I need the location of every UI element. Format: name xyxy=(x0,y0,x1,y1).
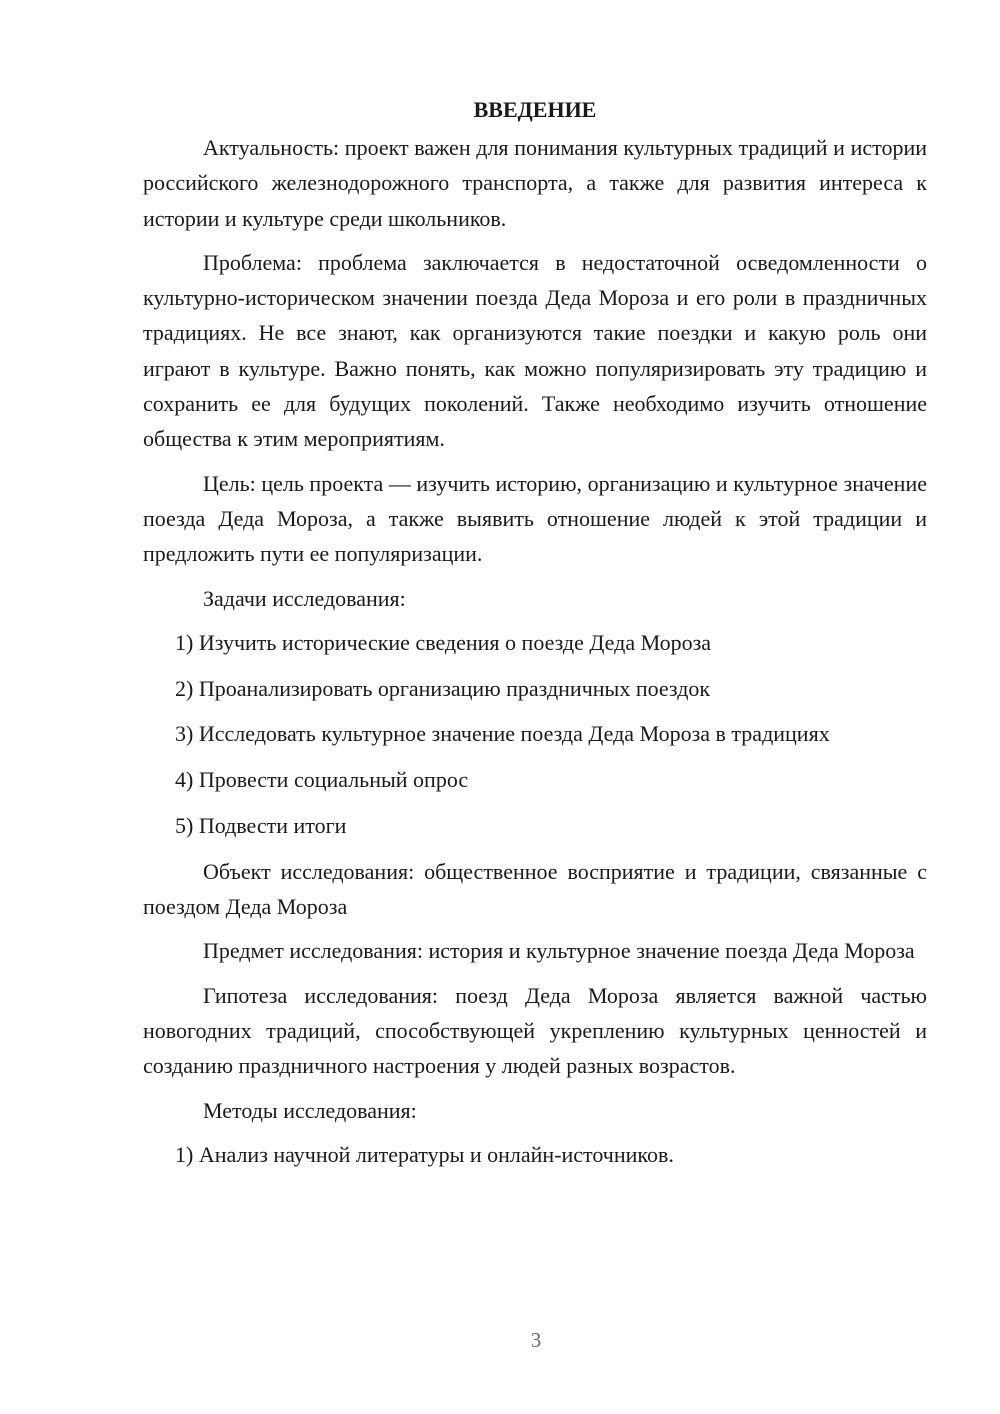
methods-heading: Методы исследования: xyxy=(203,1097,417,1123)
task-item: 4) Провести социальный опрос xyxy=(175,767,469,793)
task-item: 2) Проанализировать организацию праздничных поездок xyxy=(175,675,711,701)
relevance-paragraph: Актуальность: проект важен для понимания культурных традиций и истории российского железнодорожного транспорта, а также для развития интереса к истории и культуре среди школьников. xyxy=(143,135,927,231)
tasks-heading: Задачи исследования: xyxy=(203,585,406,611)
tasks-list xyxy=(143,625,927,843)
problem-paragraph: Проблема: проблема заключается в недостаточной осведомленности о культурно-историческом значении поезда Деда Мороза и его роли в праздничных традициях. Не все знают, как организуются такие поездки и какую роль они играют в культуре. Важно понять, как можно популяризировать эту традицию и сохранить ее для будущих поколений. Также необходимо изучить отношение общества к этим мероприятиям. xyxy=(143,249,927,452)
page-number: 3 xyxy=(530,1328,542,1352)
methods-list xyxy=(143,1137,927,1172)
subject-paragraph: Предмет исследования: история и культурное значение поезда Деда Мороза xyxy=(203,938,915,964)
document-page xyxy=(143,95,927,1183)
task-item: 3) Исследовать культурное значение поезда Деда Мороза в традициях xyxy=(175,721,830,747)
object-paragraph: Объект исследования: общественное восприятие и традиции, связанные с поездом Деда Мороза xyxy=(143,858,927,920)
method-item: 1) Анализ научной литературы и онлайн-источников. xyxy=(175,1141,674,1167)
goal-paragraph: Цель: цель проекта — изучить историю, организацию и культурное значение поезда Деда Мороза, а также выявить отношение людей к этой традиции и предложить пути ее популяризации. xyxy=(143,470,927,567)
task-item: 1) Изучить исторические сведения о поезде Деда Мороза xyxy=(175,629,712,655)
task-item: 5) Подвести итоги xyxy=(175,813,347,839)
hypothesis-paragraph: Гипотеза исследования: поезд Деда Мороза является важной частью новогодних традиций, способствующей укреплению культурных ценностей и созданию праздничного настроения у людей разных возрастов. xyxy=(143,982,927,1079)
section-title: ВВЕДЕНИЕ xyxy=(473,97,597,122)
